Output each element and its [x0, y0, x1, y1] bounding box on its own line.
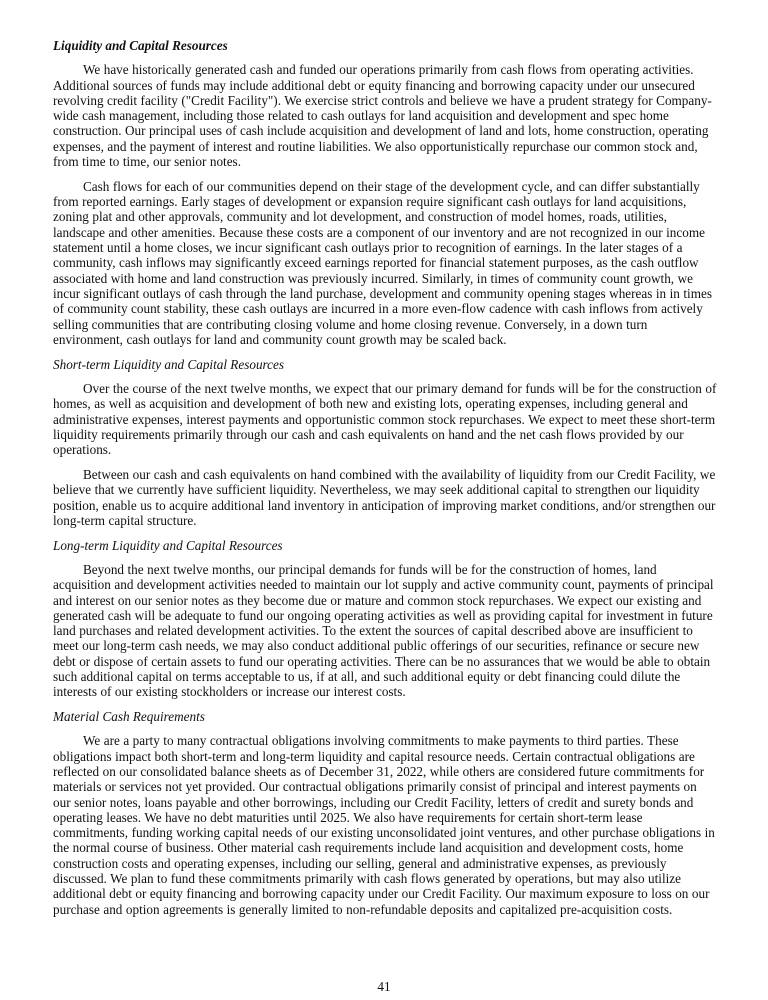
material-cash-paragraph-1: We are a party to many contractual obligations involving commitments to make payments to third parties. These obligations impact both short-term and long-term liquidity and capital resource needs. Certain contractual obligations are reflected on our consolidated balance sheets as of December 31, 2022, while others are considered future commitments for materials or services not yet provided. Our contractual obligations primarily consist of principal and interest payments on our senior notes, loans payable and other borrowings, including our Credit Facility, letters of credit and surety bonds and operating leases. We have no debt maturities until 2025. We also have requirements for certain short-term lease commitments, funding working capital needs of our existing unconsolidated joint ventures, and other purchase obligations in the normal course of business. Other material cash requirements include land acquisition and development costs, home construction costs and operating expenses, including our selling, general and administrative expenses, as previously discussed. We plan to fund these commitments primarily with cash flows generated by operations, but may also utilize additional debt or equity financing and borrowing capacity under our Credit Facility. Our maximum exposure to loss on our purchase and option agreements is generally limited to non-refundable deposits and capitalized pre-acquisition costs. [53, 733, 715, 917]
page-number: 41 [377, 979, 391, 994]
long-term-paragraph-1: Beyond the next twelve months, our principal demands for funds will be for the construction of homes, land acquisition and development activities needed to maintain our lot supply and active community count, payments of principal and interest on our senior notes as they become due or mature and common stock repurchases. We expect our existing and generated cash will be adequate to fund our ongoing operating activities as well as providing capital for investment in future land purchases and related development activities. To the extent the sources of capital described above are insufficient to meet our long-term cash needs, we may also conduct additional public offerings of our securities, refinance or secure new debt or dispose of certain assets to fund our operating activities. There can be no assurances that we would be able to obtain such additional capital on terms acceptable to us, if at all, and such additional equity or debt financing could dilute the interests of our existing stockholders or increase our interest costs. [53, 561, 714, 700]
section-title: Liquidity and Capital Resources [53, 38, 228, 53]
document-page [53, 38, 717, 926]
short-term-paragraph-1: Over the course of the next twelve months, we expect that our primary demand for funds will be for the construction of homes, as well as acquisition and development of both new and existing lots, operating expenses, including general and administrative expenses, interest payments and opportunistic common stock repurchases. We expect to meet these short-term liquidity requirements primarily through our cash and cash equivalents on hand and the net cash flows provided by our operations. [53, 380, 717, 458]
subsection-heading-long-term: Long-term Liquidity and Capital Resources [53, 537, 283, 553]
subsection-heading-short-term: Short-term Liquidity and Capital Resources [53, 356, 285, 372]
intro-paragraph-1: We have historically generated cash and funded our operations primarily from cash flows from operating activities. Additional sources of funds may include additional debt or equity financing and borrowing capacity under our unsecured revolving credit facility ("Credit Facility"). We exercise strict controls and believe we have a prudent strategy for Company-wide cash management, including those related to cash outlays for land acquisition and development and spec home construction. Our principal uses of cash include acquisition and development of land and lots, home construction, operating expenses, and the payment of interest and routine liabilities. We also opportunistically repurchase our common stock and, from time to time, our senior notes. [53, 62, 712, 170]
subsection-heading-material-cash: Material Cash Requirements [53, 709, 205, 725]
intro-paragraph-2: Cash flows for each of our communities depend on their stage of the development cycle, and can differ substantially from reported earnings. Early stages of development or expansion require significant cash outlays for land acquisitions, zoning plat and other approvals, community and lot development, and construction of model homes, roads, utilities, landscape and other amenities. Because these costs are a component of our inventory and are not recognized in our income statement until a home closes, we incur significant cash outlays prior to recognition of earnings. In the later stages of a community, cash inflows may significantly exceed earnings reported for financial statement purposes, as the cash outflow associated with home and land construction was previously incurred. Similarly, in times of community count growth, we incur significant outlays of cash through the land purchase, development and community opening stages whereas in in times of community count stability, these cash outlays are incurred in a more even-flow cadence with cash inflows from actively selling communities that are contributing closing volume and home closing revenue. Conversely, in a down turn environment, cash outlays for land and community count growth may be scaled back. [53, 178, 712, 347]
short-term-paragraph-2: Between our cash and cash equivalents on hand combined with the availability of liquidity from our Credit Facility, we believe that we currently have sufficient liquidity. Nevertheless, we may seek additional capital to strengthen our liquidity position, enable us to acquire additional land inventory in anticipation of improving market conditions, and/or strengthen our long-term capital structure. [53, 466, 716, 528]
